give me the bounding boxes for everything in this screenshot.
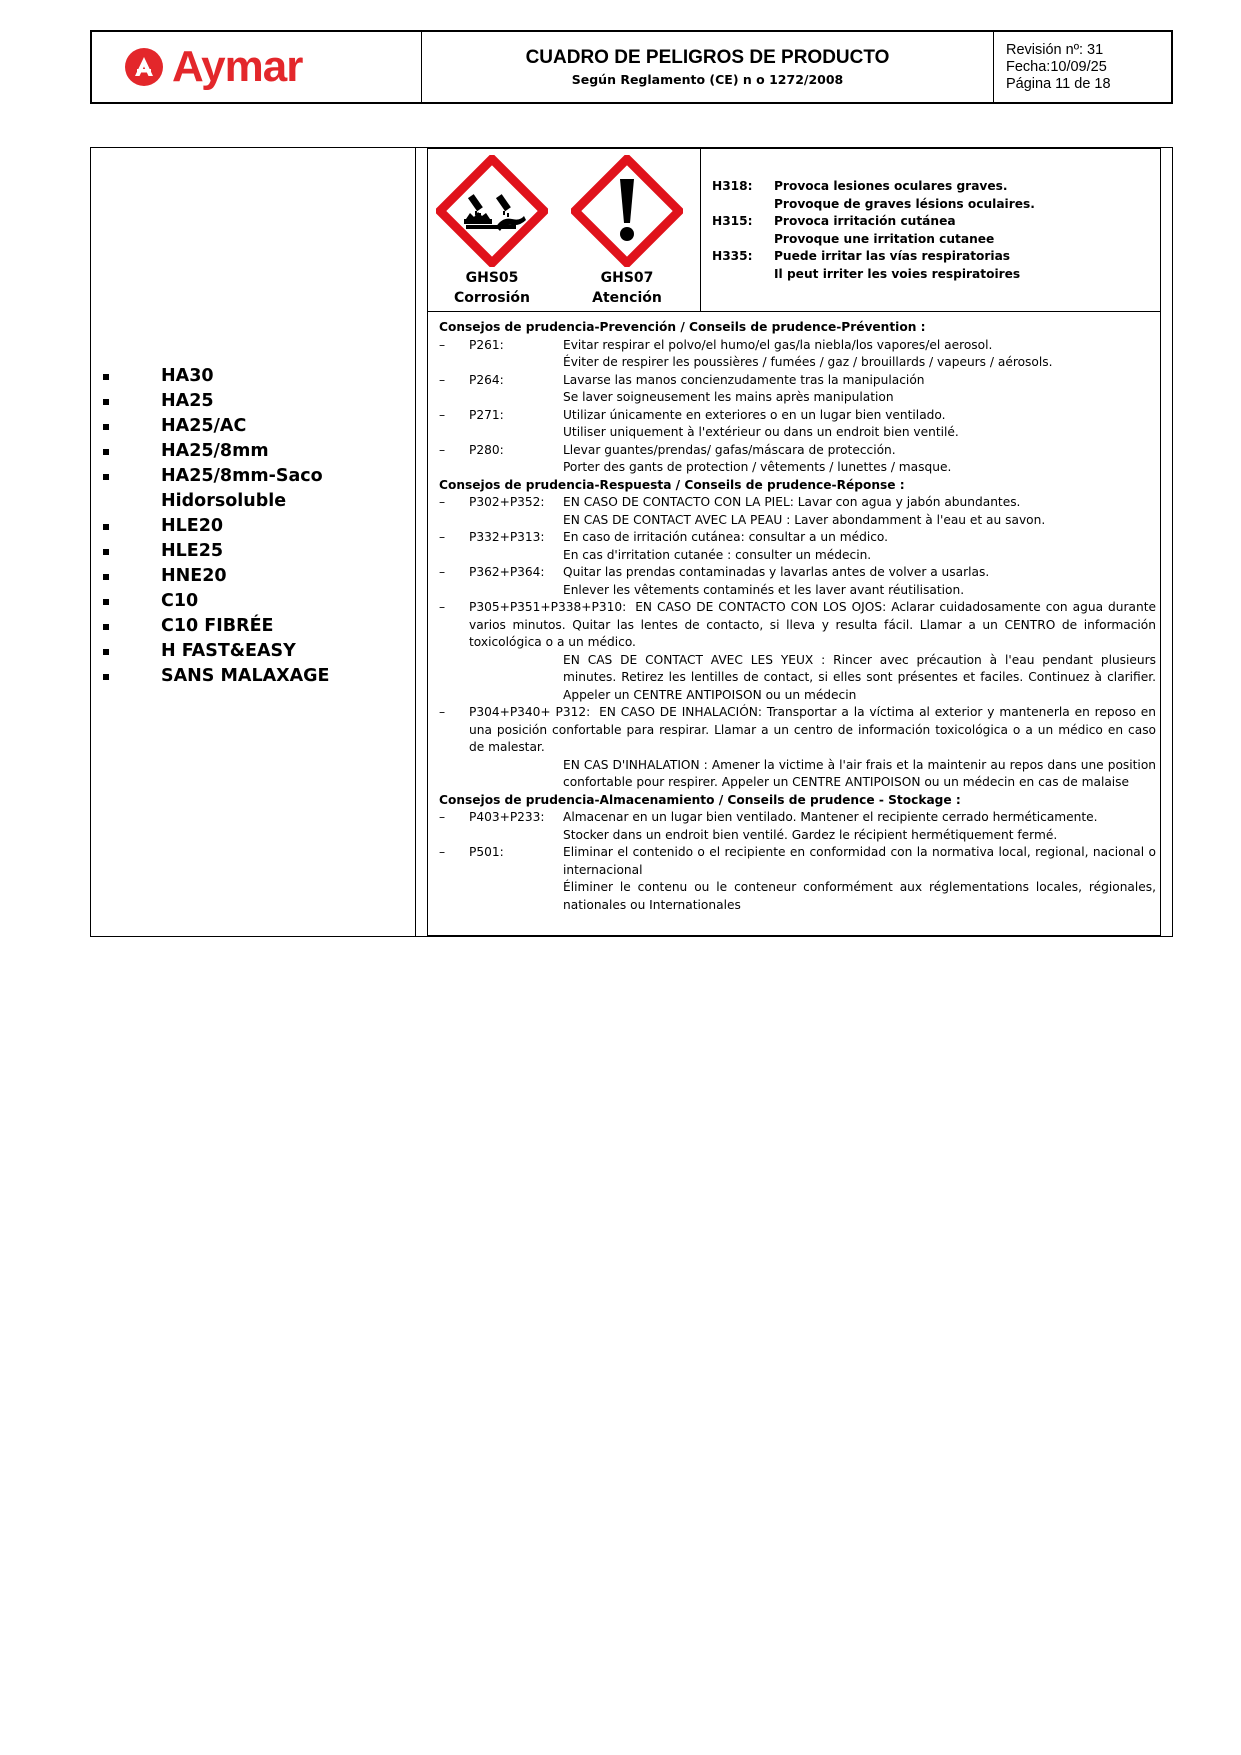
pictogram-code: GHS07 — [600, 270, 654, 286]
product-item: HA30 — [101, 364, 401, 389]
hazard-text-fr: Provoque une irritation cutanee — [774, 231, 995, 246]
section-title-storage: Consejos de prudencia-Almacenamiento / Conseils de prudence - Stockage : — [439, 792, 961, 807]
precaution-code: P305+P351+P338+P310: — [469, 600, 627, 614]
hazard-details — [427, 148, 1161, 936]
bullet-icon — [103, 374, 109, 380]
precaution-item: – P362+P364: Quitar las prendas contaminadas y lavarlas antes de volver a usarlas. Enlever les vêtements contaminés et les laver avant réutilisation. — [439, 564, 1156, 599]
precaution-item: – P280: Llevar guantes/prendas/ gafas/máscara de protección. Porter des gants de protection / vêtements / lunettes / masque. — [439, 442, 1156, 477]
logo-text: Aymar — [172, 42, 303, 91]
document-subtitle: Según Reglamento (CE) n o 1272/2008 — [571, 72, 844, 87]
logo-cell — [92, 32, 422, 102]
product-item-continuation: Hidorsoluble — [161, 491, 287, 511]
hazard-text-es: Puede irritar las vías respiratorias — [774, 249, 1011, 263]
product-item: C10 — [101, 589, 401, 614]
section-title-response: Consejos de prudencia-Respuesta / Conseils de prudence-Réponse : — [439, 477, 905, 492]
precaution-code: P271: — [469, 407, 504, 422]
bullet-icon — [103, 449, 109, 455]
bullet-icon — [103, 574, 109, 580]
hazard-code: H315: — [712, 214, 753, 228]
bullet-icon — [103, 624, 109, 630]
document-title: CUADRO DE PELIGROS DE PRODUCTO — [525, 47, 890, 68]
precaution-text-fr: EN CAS D'INHALATION : Amener la victime à l'air frais et la maintenir au repos dans une position confortable pour respirer. Appeler un CENTRE ANTIPOISON ou un médecin en cas de malaise — [563, 757, 1156, 789]
revision-cell — [994, 32, 1171, 102]
product-item: HLE25 — [101, 539, 401, 564]
precaution-code: P403+P233: — [469, 810, 545, 824]
precaution-item: – P302+P352: EN CASO DE CONTACTO CON LA PIEL: Lavar con agua y jabón abundantes. EN CAS DE CONTACT AVEC LA PEAU : Laver abondamment à l'eau et au savon. — [439, 494, 1156, 529]
precaution-item: – P305+P351+P338+P310: EN CASO DE CONTACTO CON LOS OJOS: Aclarar cuidadosamente con agua durante varios minutos. Quitar las lentes de contacto, si lleva y resulta fácil. Llamar a un CENTRO de información toxicológica o a un médico. — [439, 600, 1156, 649]
hazard-statements — [701, 149, 1160, 312]
product-item: HNE20 — [101, 564, 401, 589]
corrosion-icon — [436, 155, 548, 267]
precaution-text-fr: EN CAS DE CONTACT AVEC LES YEUX : Rincer avec précaution à l'eau pendant plusieurs minutes. Retirez les lentilles de contact, si elles sont présentes et faciles. Continuez à clarifier. Appeler un CENTRE ANTIPOISON ou un médecin — [563, 652, 1156, 702]
precaution-item: – P261: Evitar respirar el polvo/el humo/el gas/la niebla/los vapores/el aerosol. Éviter de respirer les poussières / fumées / gaz / brouillards / vapeurs / aérosols. — [439, 337, 1156, 372]
hazard-text-es: Provoca irritación cutánea — [774, 214, 956, 228]
precautionary-statements — [439, 319, 1156, 914]
bullet-icon — [103, 399, 109, 405]
precaution-item: – P501: Eliminar el contenido o el recipiente en conformidad con la normativa local, regional, nacional o internacional Éliminer le contenu ou le conteneur conformément aux réglementations locales, régionales, nationales ou Internationales — [439, 844, 1156, 914]
precaution-code: P264: — [469, 372, 504, 387]
product-item: H FAST&EASY — [101, 639, 401, 664]
bullet-icon — [103, 674, 109, 680]
product-item: HA25/8mm-Saco — [101, 464, 401, 489]
hazard-text-es: Provoca lesiones oculares graves. — [774, 179, 1008, 193]
revision-date: Fecha:10/09/25 — [1006, 59, 1107, 75]
product-list — [101, 364, 401, 689]
title-cell — [422, 32, 994, 102]
bullet-icon — [103, 474, 109, 480]
product-item: C10 FIBRÉE — [101, 614, 401, 639]
product-item: HA25/8mm — [101, 439, 401, 464]
pictogram-name: Corrosión — [453, 290, 531, 306]
precaution-item: – P304+P340+ P312: EN CASO DE INHALACIÓN: Transportar a la víctima al exterior y mantenerla en reposo en una posición confortable para respirar. Llamar a un centro de información toxicológica o a un médico en caso de malestar. — [439, 705, 1156, 754]
revision-number: Revisión nº: 31 — [1006, 42, 1104, 58]
product-item: HA25/AC — [101, 414, 401, 439]
hazard-table — [90, 147, 1173, 937]
product-item: HLE20 — [101, 514, 401, 539]
precaution-item: – P264: Lavarse las manos concienzudamente tras la manipulación Se laver soigneusement les mains après manipulation — [439, 372, 1156, 407]
pictogram-code: GHS05 — [465, 270, 519, 286]
bullet-icon — [103, 549, 109, 555]
precaution-item: – P332+P313: En caso de irritación cutánea: consultar a un médico. En cas d'irritation cutanée : consulter un médecin. — [439, 529, 1156, 564]
pictogram-ghs07 — [567, 155, 687, 308]
precaution-code: P362+P364: — [469, 565, 545, 579]
precaution-item: – P403+P233: Almacenar en un lugar bien ventilado. Mantener el recipiente cerrado herméticamente. Stocker dans un endroit bien ventilé. Gardez le récipient hermétiquement fermé. — [439, 809, 1156, 844]
precaution-item: – P271: Utilizar únicamente en exteriores o en un lugar bien ventilado. Utiliser uniquement à l'extérieur ou dans un endroit bien ventilé. — [439, 407, 1156, 442]
precaution-code: P261: — [469, 337, 504, 352]
hazard-code: H335: — [712, 249, 753, 263]
precaution-code: P501: — [469, 845, 504, 859]
precaution-code: P304+P340+ P312: — [469, 705, 591, 719]
document-header — [90, 30, 1173, 104]
hazard-code: H318: — [712, 179, 753, 193]
product-item: SANS MALAXAGE — [101, 664, 401, 689]
bullet-icon — [103, 649, 109, 655]
pictogram-name: Atención — [592, 290, 662, 306]
aymar-logo-icon — [124, 47, 164, 87]
hazard-text-fr: Il peut irriter les voies respiratoires — [774, 266, 1021, 281]
page-number: Página 11 de 18 — [1006, 76, 1111, 92]
precaution-code: P280: — [469, 442, 504, 457]
pictogram-cell — [428, 149, 701, 312]
hazard-text-fr: Provoque de graves lésions oculaires. — [774, 196, 1035, 211]
bullet-icon — [103, 424, 109, 430]
exclamation-icon — [571, 155, 683, 267]
pictogram-ghs05 — [432, 155, 552, 308]
bullet-icon — [103, 599, 109, 605]
bullet-icon — [103, 524, 109, 530]
precaution-code: P302+P352: — [469, 495, 545, 509]
section-title-prevention: Consejos de prudencia-Prevención / Conseils de prudence-Prévention : — [439, 320, 926, 334]
column-divider — [415, 148, 416, 936]
precaution-code: P332+P313: — [469, 530, 545, 544]
product-item: HA25 — [101, 389, 401, 414]
